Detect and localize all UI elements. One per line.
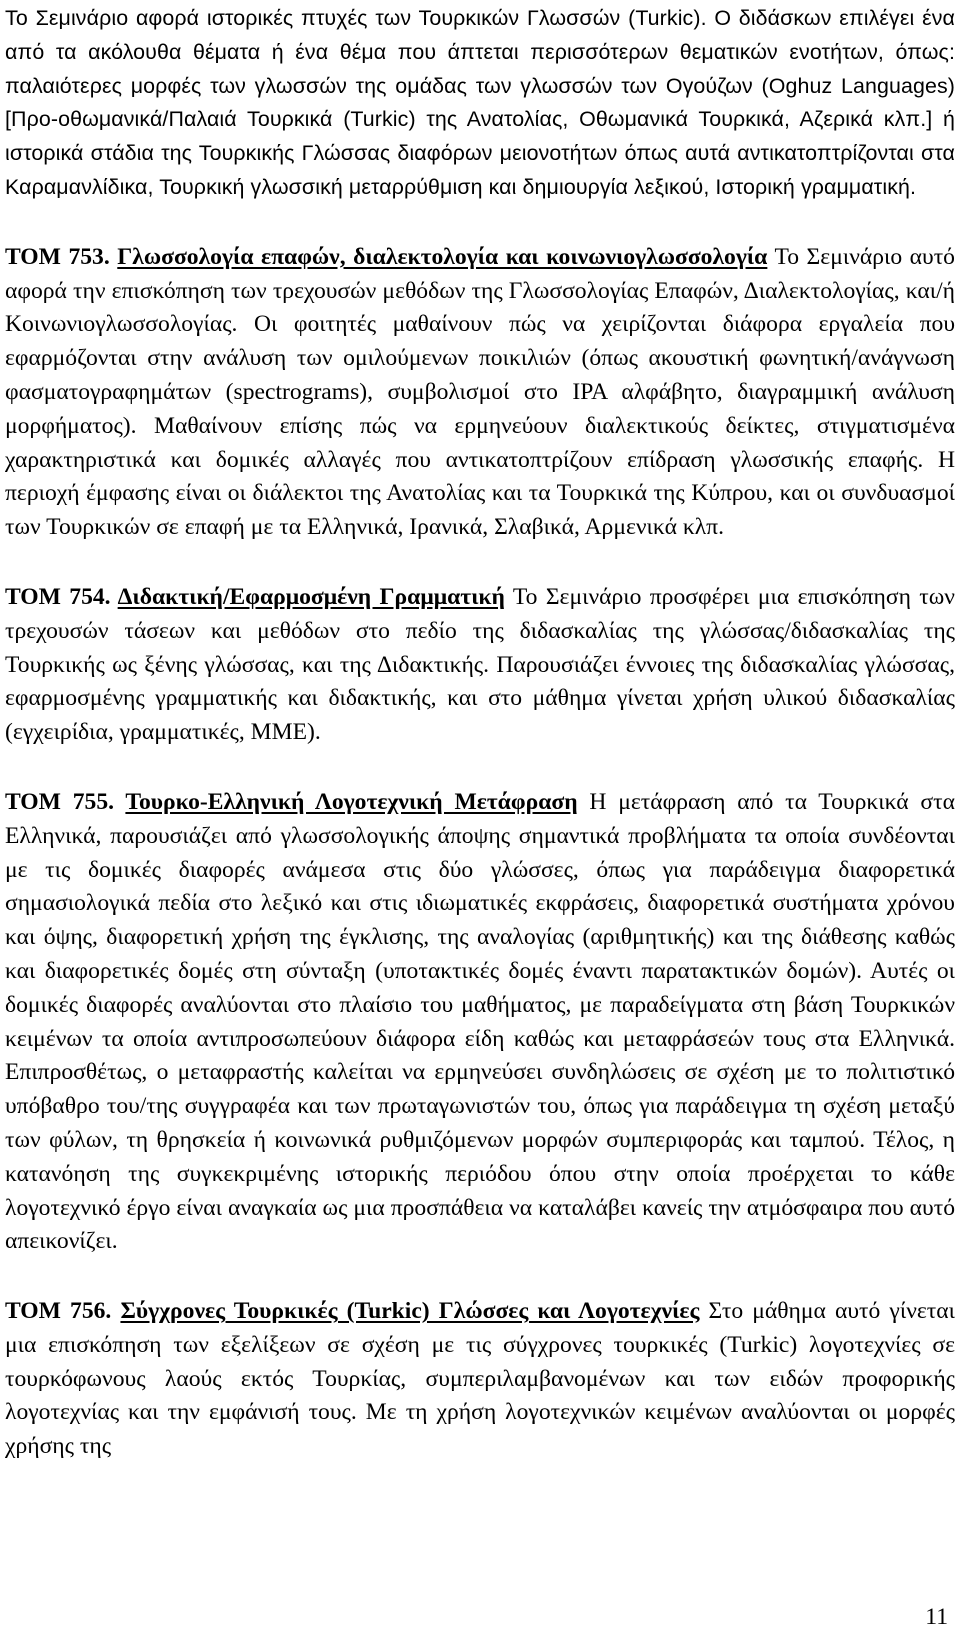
- course-section: [5, 1295, 955, 1464]
- course-entry: [5, 1295, 955, 1464]
- course-title: Διδακτική/Εφαρμοσμένη Γραμματική: [117, 583, 505, 610]
- course-entry: [5, 581, 955, 750]
- course-description: Η μετάφραση από τα Τουρκικά στα Ελληνικά, παρουσιάζει από γλωσσολογικής άποψης σημαντικά προβλήματα τα οποία συνδέονται με τις δομικές διαφορές ανάμεσα στις δύο γλώσσες, όπως για παράδειγμα διαφορετικά σημασιολογικά πεδία στο λεξικό και στις ιδιωματικές εκφράσεις, διαφορετικά συστήματα χρόνου και όψης, διαφορετική χρήση της έγκλισης, της αναλογίας (αριθμητικής) και της διάθεσης καθώς και διαφορετικές δομές στη σύνταξη (υποτακτικές δομές έναντι παρατακτικών δομών). Αυτές οι δομικές διαφορές αναλύονται στο πλαίσιο του μαθήματος, με παραδείγματα στη βάση Τουρκικών κειμένων τα οποία αντιπροσωπεύουν διάφορα είδη καθώς και μεταφράσεών τους στα Ελληνικά. Επιπροσθέτως, ο μεταφραστής καλείται να ερμηνεύσει συνδηλώσεις σε σχέση με το πολιτιστικό υπόβαθρο του/της συγγραφέα και των πρωταγωνιστών του, όπως για παράδειγμα τη σχέση μεταξύ των φύλων, τη θρησκεία ή κοινωνικά ρυθμιζόμενων μορφών συμπεριφοράς και ταμπού. Τέλος, η κατανόηση της συγκεκριμένης ιστορικής περιόδου όπου στην οποία προέρχεται το κάθε λογοτεχνικό έργο είναι αναγκαία ως μια προσπάθεια να καταλάβει κανείς την ατμόσφαιρα που αυτό απεικονίζει.: [5, 788, 955, 1255]
- course-section: [5, 786, 955, 1259]
- course-description: Το Σεμινάριο προσφέρει μια επισκόπηση των τρεχουσών τάσεων και μεθόδων στο πεδίο της διδασκαλίας της γλώσσας/διδασκαλίας της Τουρκικής ως ξένης γλώσσας, και της Διδακτικής. Παρουσιάζει έννοιες της διδασκαλίας γλώσσας, εφαρμοσμένης γραμματικής και διδακτικής, και στο μάθημα γίνεται χρήση υλικού διδασκαλίας (εγχειρίδια, γραμματικές, ΜΜΕ).: [5, 583, 955, 746]
- page-number: 11: [925, 1604, 948, 1630]
- course-description: Στο μάθημα αυτό γίνεται μια επισκόπηση των εξελίξεων σε σχέση με τις σύγχρονες τουρκικές (Turkic) λογοτεχνίες σε τουρκόφωνους λαούς εκτός Τουρκίας, συμπεριλαμβανομένων και των ειδών προφορικής λογοτεχνίας και την εμφάνισή τους. Με τη χρήση λογοτεχνικών κειμένων αναλύονται οι μορφές χρήσης της: [5, 1298, 955, 1460]
- course-code: ΤΟΜ 755.: [5, 788, 115, 815]
- intro-first-line: Το Σεμινάριο αφορά ιστορικές πτυχές των Τουρκικών Γλωσσών (Turkic). Ο: [5, 6, 732, 30]
- course-title: Γλωσσολογία επαφών, διαλεκτολογία και κοινωνιογλωσσολογία: [117, 243, 768, 270]
- intro-paragraph: [5, 2, 955, 205]
- course-heading: [5, 1298, 699, 1324]
- course-heading: [5, 584, 505, 610]
- document-page: [5, 2, 955, 1464]
- course-code: ΤΟΜ 754.: [5, 583, 111, 610]
- course-description: Το Σεμινάριο αυτό αφορά την επισκόπηση των τρεχουσών μεθόδων της Γλωσσολογίας Επαφών, Διαλεκτολογίας, και/ή Κοινωνιογλωσσολογίας. Οι φοιτητές μαθαίνουν πώς να χειρίζονται διάφορα εργαλεία που εφαρμόζονται στην ανάλυση των ομιλούμενων ποικιλιών (όπως ακουστική φωνητική/ανάγνωση φασματογραφημάτων (spectrograms), συμβολισμοί στο IPA αλφάβητο, διαγραμμική ανάλυση μορφήματος). Μαθαίνουν επίσης πώς να ερμηνεύουν διαλεκτικούς δείκτες, στιγματισμένα χαρακτηριστικά και δομικές αλλαγές που αντικατοπτρίζουν επίδραση γλωσσικής επαφής. Η περιοχή έμφασης είναι οι διάλεκτοι της Ανατολίας και τα Τουρκικά της Κύπρου, και οι συνδυασμοί των Τουρκικών σε επαφή με τα Ελληνικά, Ιρανικά, Σλαβικά, Αρμενικά κλπ.: [5, 243, 955, 541]
- course-code: ΤΟΜ 753.: [5, 243, 110, 270]
- intro-body-text: διδάσκων επιλέγει ένα από τα ακόλουθα θέματα ή ένα θέμα που άπτεται περισσότερων θεματικών ενοτήτων, όπως: παλαιότερες μορφές των γλωσσών της ομάδας των γλωσσών των Ογούζων (Oghuz Languages) [Προ-οθωμανικά/Παλαιά Τουρκικά (Turkic) της Ανατολίας, Οθωμανικά Τουρκικά, Αζερικά κλπ.] ή ιστορικά στάδια της Τουρκικής Γλώσσας διαφόρων μειονοτήτων όπως αυτά αντικατοπτρίζονται στα Καραμανλίδικα, Τουρκική γλωσσική μεταρρύθμιση και δημιουργία λεξικού, Ιστορική γραμματική.: [5, 6, 955, 199]
- course-title: Σύγχρονες Τουρκικές (Turkic) Γλώσσες και Λογοτεχνίες: [120, 1298, 700, 1325]
- course-code: ΤΟΜ 756.: [5, 1298, 112, 1325]
- course-entry: [5, 241, 955, 545]
- course-heading: [5, 244, 767, 270]
- course-section: [5, 241, 955, 545]
- course-heading: [5, 789, 578, 815]
- course-title: Τουρκο-Ελληνική Λογοτεχνική Μετάφραση: [125, 788, 578, 815]
- course-entry: [5, 786, 955, 1259]
- course-section: [5, 581, 955, 750]
